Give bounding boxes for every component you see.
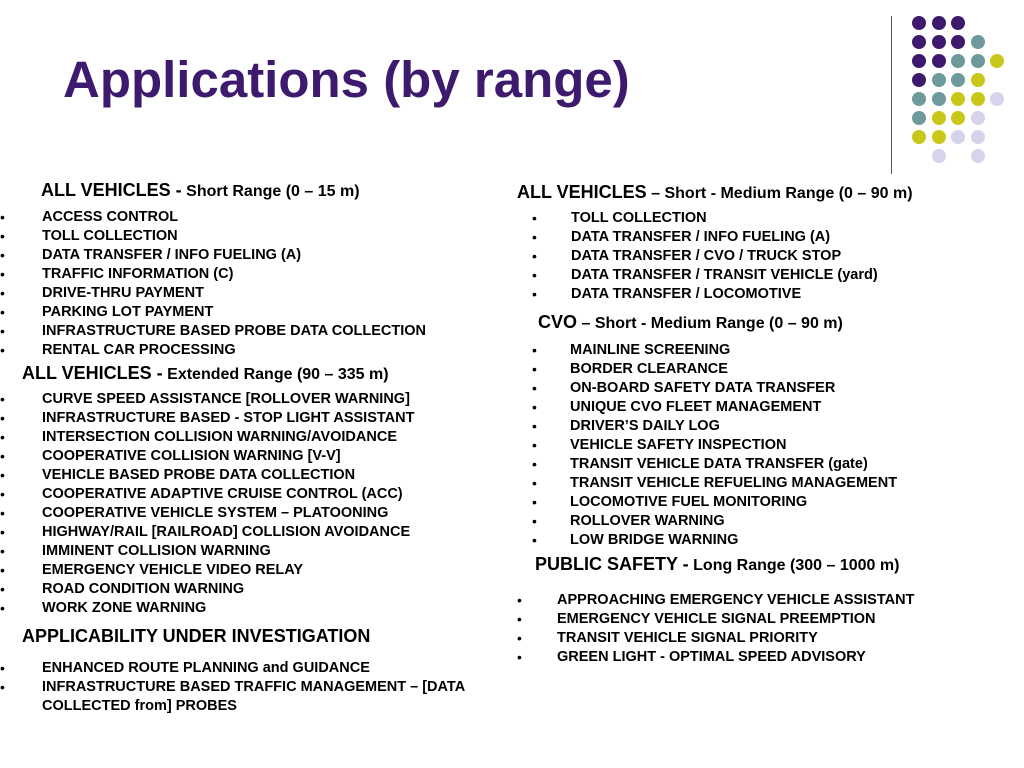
bullet-icon: • (0, 304, 5, 320)
bullet-icon: • (0, 562, 5, 578)
bullet-icon: • (0, 505, 5, 521)
list-item-text: APPROACHING EMERGENCY VEHICLE ASSISTANT (557, 592, 915, 608)
list-item-text: WORK ZONE WARNING (42, 600, 207, 616)
list-item (0, 466, 414, 485)
list-item (0, 504, 414, 523)
decor-dot (951, 130, 965, 144)
decor-dot (951, 54, 965, 68)
list-item (532, 379, 897, 398)
bullet-icon: • (532, 475, 537, 491)
bullet-icon: • (0, 543, 5, 559)
list-item-text: TRAFFIC INFORMATION (C) (42, 266, 234, 282)
list-item-text: ON-BOARD SAFETY DATA TRANSFER (570, 380, 836, 396)
slide-title: Applications (by range) (63, 51, 630, 108)
bullet-icon: • (517, 649, 522, 665)
list-item (517, 629, 914, 648)
list-item-text: BORDER CLEARANCE (570, 361, 728, 377)
list-item-text: INFRASTRUCTURE BASED - STOP LIGHT ASSISTANT (42, 410, 415, 426)
decor-dot (912, 92, 926, 106)
list-item-text: DATA TRANSFER / TRANSIT VEHICLE (yard) (571, 267, 878, 283)
list-item (532, 531, 897, 550)
list-item-text: DATA TRANSFER / CVO / TRUCK STOP (571, 248, 842, 264)
list-item (532, 474, 898, 493)
decor-dot (932, 130, 946, 144)
list-item (532, 493, 897, 512)
list-item-text: TRANSIT VEHICLE REFUELING MANAGEMENT (570, 475, 898, 491)
decor-dot (971, 35, 985, 49)
section-title: ALL VEHICLES - (41, 180, 182, 200)
list-item-text: DRIVER’S DAILY LOG (570, 418, 720, 434)
list-item (532, 436, 897, 455)
decor-dot (932, 111, 946, 125)
bullet-icon: • (0, 600, 5, 616)
list-item (517, 591, 915, 610)
list-item-text: ACCESS CONTROL (42, 209, 179, 225)
section-subtitle: Extended Range (90 – 335 m) (167, 366, 389, 383)
list-item-text: COOPERATIVE COLLISION WARNING [V-V] (42, 448, 341, 464)
list-item (0, 580, 414, 599)
bullet-icon: • (532, 210, 537, 226)
decor-dot (932, 73, 946, 87)
list-item (532, 398, 897, 417)
list-item (517, 648, 914, 667)
decor-dot (951, 35, 965, 49)
list-item-text: GREEN LIGHT - OPTIMAL SPEED ADVISORY (557, 649, 866, 665)
decor-dot (971, 149, 985, 163)
decor-dot (971, 54, 985, 68)
bullet-icon: • (0, 524, 5, 540)
bullet-icon: • (0, 228, 5, 244)
list-item-text: LOCOMOTIVE FUEL MONITORING (570, 494, 808, 510)
decor-dot (932, 149, 946, 163)
bullet-icon: • (0, 323, 5, 339)
list-item (0, 246, 426, 265)
bullet-icon: • (0, 467, 5, 483)
list-item (0, 208, 426, 227)
section-subtitle: – Short - Medium Range (0 – 90 m) (581, 315, 843, 332)
decor-dot (912, 54, 926, 68)
decorative-divider (891, 16, 892, 174)
decor-dot (971, 92, 985, 106)
list-item-text: UNIQUE CVO FLEET MANAGEMENT (570, 399, 822, 415)
bullet-icon: • (532, 513, 537, 529)
list-item-text: ENHANCED ROUTE PLANNING and GUIDANCE (42, 660, 370, 676)
decor-dot (971, 111, 985, 125)
decor-dot (990, 92, 1004, 106)
bullet-icon: • (532, 342, 537, 358)
list-item-text: MAINLINE SCREENING (570, 342, 731, 358)
bullet-icon: • (532, 532, 537, 548)
list-item-text: INFRASTRUCTURE BASED TRAFFIC MANAGEMENT – [DATA COLLECTED from] PROBES (42, 679, 465, 714)
bullet-icon: • (0, 391, 5, 407)
list-item (0, 447, 414, 466)
decor-dot (990, 54, 1004, 68)
section-title: APPLICABILITY UNDER INVESTIGATION (22, 626, 371, 646)
section-title: ALL VEHICLES (517, 182, 647, 202)
list-item (532, 360, 897, 379)
list-item-text: HIGHWAY/RAIL [RAILROAD] COLLISION AVOIDANCE (42, 524, 411, 540)
list-item (532, 512, 897, 531)
section-subtitle: Short Range (0 – 15 m) (186, 183, 360, 200)
list-item-text: INTERSECTION COLLISION WARNING/AVOIDANCE (42, 429, 397, 445)
list-item-text: VEHICLE SAFETY INSPECTION (570, 437, 787, 453)
decor-dot (951, 73, 965, 87)
list-item (0, 303, 426, 322)
list-item (532, 417, 897, 436)
decor-dot (912, 130, 926, 144)
bullet-icon: • (517, 630, 522, 646)
decor-dot (971, 130, 985, 144)
bullet-icon: • (0, 660, 5, 676)
decorative-dot-grid (900, 10, 1024, 170)
bullet-icon: • (532, 361, 537, 377)
list-item (0, 284, 426, 303)
list-item (0, 485, 414, 504)
section-subtitle: Long Range (300 – 1000 m) (693, 557, 900, 574)
decor-dot (971, 73, 985, 87)
bullet-icon: • (0, 285, 5, 301)
decor-dot (951, 111, 965, 125)
list-item-text: LOW BRIDGE WARNING (570, 532, 739, 548)
bullet-icon: • (0, 448, 5, 464)
decor-dot (932, 35, 946, 49)
list-item-text: COOPERATIVE VEHICLE SYSTEM – PLATOONING (42, 505, 389, 521)
list-item (0, 542, 414, 561)
list-item-text: ROLLOVER WARNING (570, 513, 725, 529)
list-item-text: PARKING LOT PAYMENT (42, 304, 214, 320)
section-title: ALL VEHICLES - (22, 363, 163, 383)
list-item (0, 659, 502, 678)
right-section-3-list (517, 591, 915, 667)
section-subtitle: – Short - Medium Range (0 – 90 m) (651, 185, 913, 202)
bullet-icon: • (532, 267, 537, 283)
bullet-icon: • (0, 429, 5, 445)
list-item (0, 561, 414, 580)
list-item (0, 265, 426, 284)
left-section-1-list (0, 208, 426, 360)
decor-dot (951, 16, 965, 30)
list-item-text: INFRASTRUCTURE BASED PROBE DATA COLLECTION (42, 323, 426, 339)
list-item-text: DATA TRANSFER / LOCOMOTIVE (571, 286, 802, 302)
bullet-icon: • (0, 486, 5, 502)
list-item-text: CURVE SPEED ASSISTANCE [ROLLOVER WARNING] (42, 391, 410, 407)
list-item (0, 678, 502, 716)
decor-dot (951, 92, 965, 106)
left-section-2-heading (22, 363, 389, 384)
bullet-icon: • (517, 592, 522, 608)
bullet-icon: • (532, 399, 537, 415)
right-section-3-heading (535, 554, 899, 575)
list-item-text: TOLL COLLECTION (571, 210, 707, 226)
list-item (0, 599, 414, 618)
bullet-icon: • (0, 247, 5, 263)
right-section-2-heading (538, 312, 843, 333)
list-item (517, 610, 914, 629)
left-section-1-heading (41, 180, 360, 201)
list-item-text: EMERGENCY VEHICLE SIGNAL PREEMPTION (557, 611, 876, 627)
bullet-icon: • (532, 380, 537, 396)
left-section-3-list (0, 659, 502, 716)
bullet-icon: • (532, 229, 537, 245)
decor-dot (912, 73, 926, 87)
list-item-text: TRANSIT VEHICLE DATA TRANSFER (gate) (570, 456, 868, 472)
decor-dot (932, 92, 946, 106)
bullet-icon: • (0, 581, 5, 597)
bullet-icon: • (0, 209, 5, 225)
bullet-icon: • (532, 437, 537, 453)
list-item (532, 341, 897, 360)
list-item (0, 227, 426, 246)
bullet-icon: • (0, 266, 5, 282)
list-item (532, 247, 878, 266)
list-item (532, 209, 878, 228)
list-item (532, 228, 878, 247)
list-item (0, 341, 426, 360)
list-item (532, 455, 897, 474)
list-item-text: DATA TRANSFER / INFO FUELING (A) (42, 247, 302, 263)
list-item (0, 390, 414, 409)
list-item (532, 285, 878, 304)
list-item-text: IMMINENT COLLISION WARNING (42, 543, 271, 559)
list-item-text: TRANSIT VEHICLE SIGNAL PRIORITY (557, 630, 818, 646)
left-section-2-list (0, 390, 415, 618)
left-section-3-heading (22, 626, 370, 647)
right-section-2-list (532, 341, 898, 550)
bullet-icon: • (532, 494, 537, 510)
decor-dot (912, 111, 926, 125)
list-item (0, 428, 414, 447)
decor-dot (932, 16, 946, 30)
right-section-1-heading (517, 182, 913, 203)
right-section-1-list (532, 209, 878, 304)
list-item-text: TOLL COLLECTION (42, 228, 178, 244)
list-item (0, 322, 426, 341)
bullet-icon: • (0, 342, 5, 358)
bullet-icon: • (0, 410, 5, 426)
bullet-icon: • (517, 611, 522, 627)
decor-dot (932, 54, 946, 68)
list-item-text: DRIVE-THRU PAYMENT (42, 285, 204, 301)
list-item-text: VEHICLE BASED PROBE DATA COLLECTION (42, 467, 356, 483)
decor-dot (912, 35, 926, 49)
bullet-icon: • (532, 286, 537, 302)
bullet-icon: • (532, 456, 537, 472)
list-item-text: EMERGENCY VEHICLE VIDEO RELAY (42, 562, 304, 578)
list-item-text: DATA TRANSFER / INFO FUELING (A) (571, 229, 831, 245)
list-item (0, 409, 415, 428)
decor-dot (912, 16, 926, 30)
list-item (532, 266, 878, 285)
bullet-icon: • (532, 418, 537, 434)
list-item-text: ROAD CONDITION WARNING (42, 581, 245, 597)
list-item-text: RENTAL CAR PROCESSING (42, 342, 236, 358)
list-item (0, 523, 414, 542)
bullet-icon: • (0, 679, 5, 695)
bullet-icon: • (532, 248, 537, 264)
section-title: CVO (538, 312, 578, 332)
section-title: PUBLIC SAFETY - (535, 554, 689, 574)
list-item-text: COOPERATIVE ADAPTIVE CRUISE CONTROL (ACC) (42, 486, 403, 502)
